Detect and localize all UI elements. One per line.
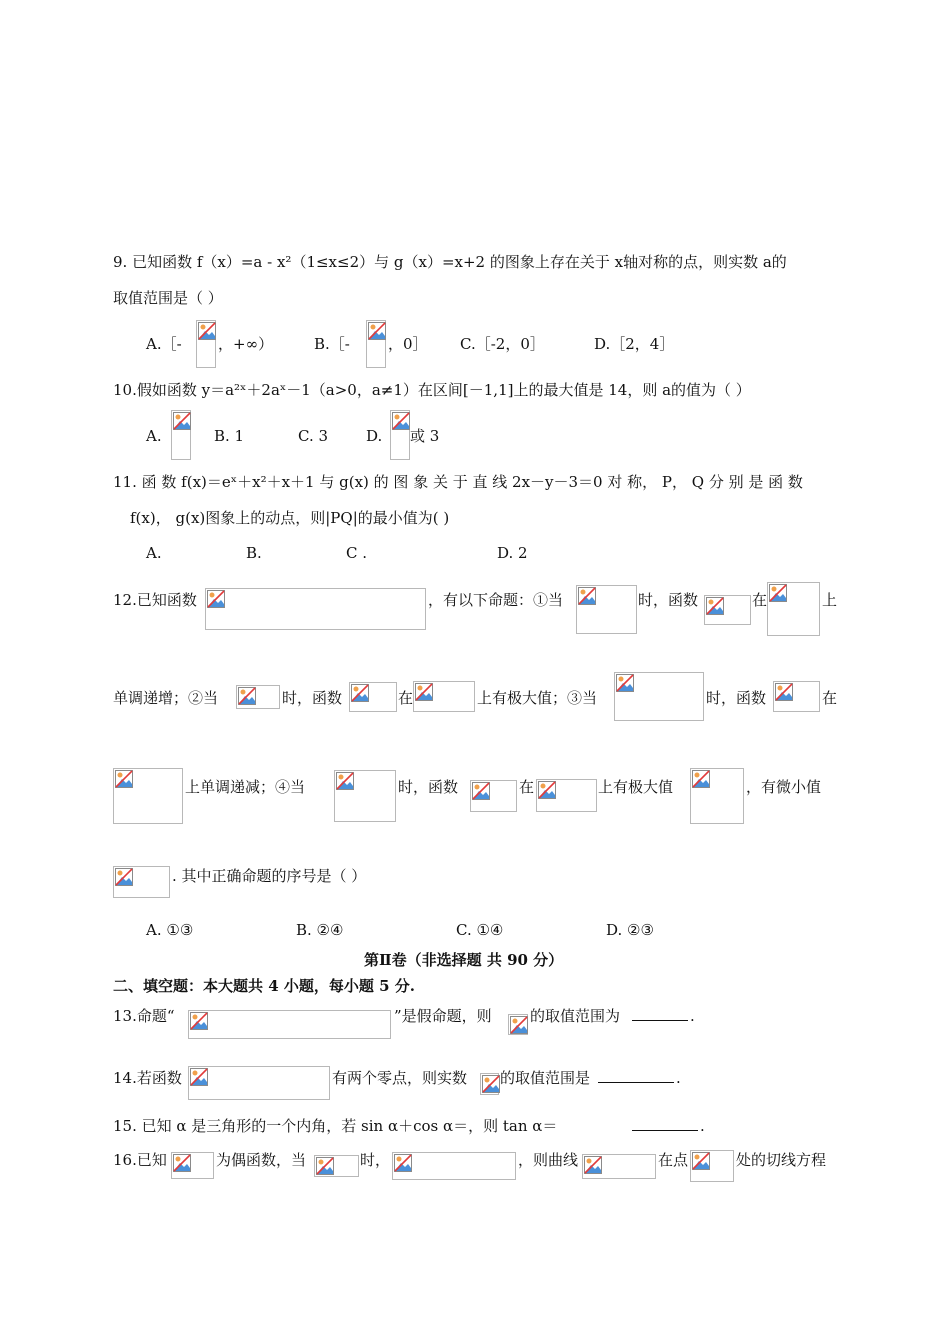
broken-image-icon	[394, 1154, 412, 1172]
q16-text-6: 处的切线方程	[736, 1151, 827, 1169]
q14-text-1: 14.若函数	[113, 1069, 182, 1087]
broken-image-icon	[706, 597, 724, 615]
q11-option-a: A.	[146, 544, 162, 562]
q10-option-b: B. 1	[214, 427, 245, 445]
q10-option-a: A.	[146, 427, 162, 445]
q12-option-d: D. ②③	[606, 921, 654, 939]
q15-text-end: .	[700, 1117, 705, 1135]
q12-row3-text-3: 在	[519, 778, 535, 796]
broken-image-icon	[482, 1075, 500, 1093]
q12-row3-text-5: ，有微小值	[746, 778, 822, 796]
q9-line1: 9. 已知函数 f（x）=a - x²（1≤x≤2）与 g（x）=x+2 的图象上存在关于 x轴对称的点，则实数 a的	[113, 253, 787, 271]
q10-option-d-image	[390, 410, 410, 460]
q15-answer-blank[interactable]	[632, 1116, 698, 1136]
q9-option-d: D.［2，4］	[594, 335, 675, 353]
q12-interval1-image	[767, 582, 820, 636]
q12-row2-text-6: 在	[822, 689, 838, 707]
q13-text-3: 的取值范围为	[530, 1007, 621, 1025]
q16-curve-image	[582, 1154, 656, 1179]
broken-image-icon	[584, 1156, 602, 1174]
q12-text-5: 上	[822, 591, 838, 609]
q13-text-4: .	[690, 1007, 695, 1025]
q11-option-b: B.	[246, 544, 262, 562]
q14-answer-blank[interactable]	[598, 1068, 674, 1088]
q9-option-b-suffix: ，0］	[388, 335, 428, 353]
q14-text-4: .	[676, 1069, 681, 1087]
q13-var-image	[508, 1014, 528, 1035]
q12-row3-text-4: 上有极大值	[598, 778, 674, 796]
broken-image-icon	[510, 1016, 528, 1034]
q14-var-image	[480, 1073, 499, 1095]
broken-image-icon	[198, 322, 216, 340]
q10-line1: 10.假如函数 y＝a²ˣ＋2aˣ－1（a>0，a≠1）在区间[－1,1]上的最大值是 14，则 a的值为（ ）	[113, 381, 751, 399]
q12-text-2: ，有以下命题：①当	[428, 591, 564, 609]
broken-image-icon	[351, 684, 369, 702]
q10-option-a-image	[171, 410, 191, 460]
broken-image-icon	[190, 1068, 208, 1086]
q16-text-3: 时，	[360, 1151, 391, 1169]
broken-image-icon	[316, 1157, 334, 1175]
broken-image-icon	[238, 687, 256, 705]
q16-func-image	[171, 1152, 214, 1179]
q12-interval2-image	[413, 681, 475, 712]
q12-row2-text-2: 时，函数	[282, 689, 343, 707]
q12-text-4: 在	[752, 591, 768, 609]
q16-def-image	[392, 1152, 516, 1180]
broken-image-icon	[415, 683, 433, 701]
q12-cond1-image	[576, 585, 637, 634]
q13-text-1: 13.命题“	[113, 1007, 175, 1025]
q13-text-2: ”是假命题，则	[394, 1007, 492, 1025]
q13-answer-blank[interactable]	[632, 1006, 688, 1026]
broken-image-icon	[392, 412, 410, 430]
q12-interval4-image	[536, 779, 597, 812]
q12-cond4-image	[334, 770, 396, 822]
q12-row2-text-5: 时，函数	[706, 689, 767, 707]
q16-text-4: ，则曲线	[518, 1151, 579, 1169]
q11-line1: 11. 函 数 f(x)＝eˣ＋x²＋x＋1 与 g(x) 的 图 象 关 于 直 线 2x－y－3＝0 对 称， P， Q 分 别 是 函 数	[113, 473, 803, 491]
q12-func1-image	[704, 595, 751, 625]
q10-option-d-suffix: 或 3	[410, 427, 440, 445]
broken-image-icon	[115, 770, 133, 788]
q12-func2-image	[349, 682, 397, 712]
q9-option-b-prefix: B.［-	[314, 335, 350, 353]
q14-text-3: 的取值范围是	[500, 1069, 591, 1087]
q12-row2-text-1: 单调递增；②当	[113, 689, 219, 707]
q16-cond-image	[314, 1155, 359, 1177]
q12-option-b: B. ②④	[296, 921, 344, 939]
q12-function-image	[205, 588, 426, 630]
q12-row2-text-3: 在	[398, 689, 414, 707]
q12-row4-text: . 其中正确命题的序号是（ ）	[172, 867, 367, 885]
q10-option-c: C. 3	[298, 427, 329, 445]
q14-text-2: 有两个零点，则实数	[332, 1069, 468, 1087]
broken-image-icon	[578, 587, 596, 605]
q12-func4-image	[470, 780, 517, 812]
broken-image-icon	[769, 584, 787, 602]
q14-function-image	[188, 1066, 330, 1100]
q12-min-image	[113, 866, 170, 898]
q16-text-1: 16.已知	[113, 1151, 167, 1169]
q12-text-3: 时，函数	[638, 591, 699, 609]
broken-image-icon	[616, 674, 634, 692]
q9-option-a-suffix: ，+∞）	[218, 335, 274, 353]
broken-image-icon	[692, 1152, 710, 1170]
q12-text-1: 12.已知函数	[113, 591, 197, 609]
q11-line2: f(x)， g(x)图象上的动点，则|PQ|的最小值为( )	[130, 509, 450, 527]
broken-image-icon	[336, 772, 354, 790]
q9-line2: 取值范围是（ ）	[113, 289, 223, 307]
q12-cond2-image	[236, 685, 280, 709]
broken-image-icon	[368, 322, 386, 340]
q9-option-a-prefix: A.［-	[146, 335, 182, 353]
q10-option-d: D.	[366, 427, 383, 445]
q12-max-image	[690, 768, 744, 824]
q11-option-c: C .	[346, 544, 368, 562]
q12-option-c: C. ①④	[456, 921, 504, 939]
broken-image-icon	[115, 868, 133, 886]
q16-text-2: 为偶函数，当	[216, 1151, 307, 1169]
q9-option-a-image	[196, 320, 216, 368]
part-two-title: 第Ⅱ卷（非选择题 共 90 分）	[364, 951, 564, 969]
q11-option-d: D. 2	[497, 544, 528, 562]
broken-image-icon	[775, 683, 793, 701]
q9-option-b-image	[366, 320, 386, 368]
broken-image-icon	[207, 590, 225, 608]
broken-image-icon	[190, 1012, 208, 1030]
broken-image-icon	[692, 770, 710, 788]
q16-text-5: 在点	[658, 1151, 689, 1169]
q9-option-c: C.［-2，0］	[460, 335, 545, 353]
q15-text: 15. 已知 α 是三角形的一个内角，若 sin α＋cos α＝，则 tan α＝	[113, 1117, 558, 1135]
q12-row3-text-2: 时，函数	[398, 778, 459, 796]
q12-row3-text-1: 上单调递减；④当	[185, 778, 306, 796]
broken-image-icon	[173, 412, 191, 430]
q12-interval3-image	[113, 768, 183, 824]
broken-image-icon	[538, 781, 556, 799]
broken-image-icon	[472, 782, 490, 800]
q12-row2-text-4: 上有极大值；③当	[477, 689, 598, 707]
q12-cond3-image	[614, 672, 704, 721]
q16-point-image	[690, 1150, 734, 1182]
q12-option-a: A. ①③	[146, 921, 194, 939]
q13-proposition-image	[188, 1010, 391, 1039]
broken-image-icon	[173, 1154, 191, 1172]
q12-func3-image	[773, 681, 820, 712]
section-heading: 二、填空题：本大题共 4 小题，每小题 5 分.	[113, 977, 415, 995]
